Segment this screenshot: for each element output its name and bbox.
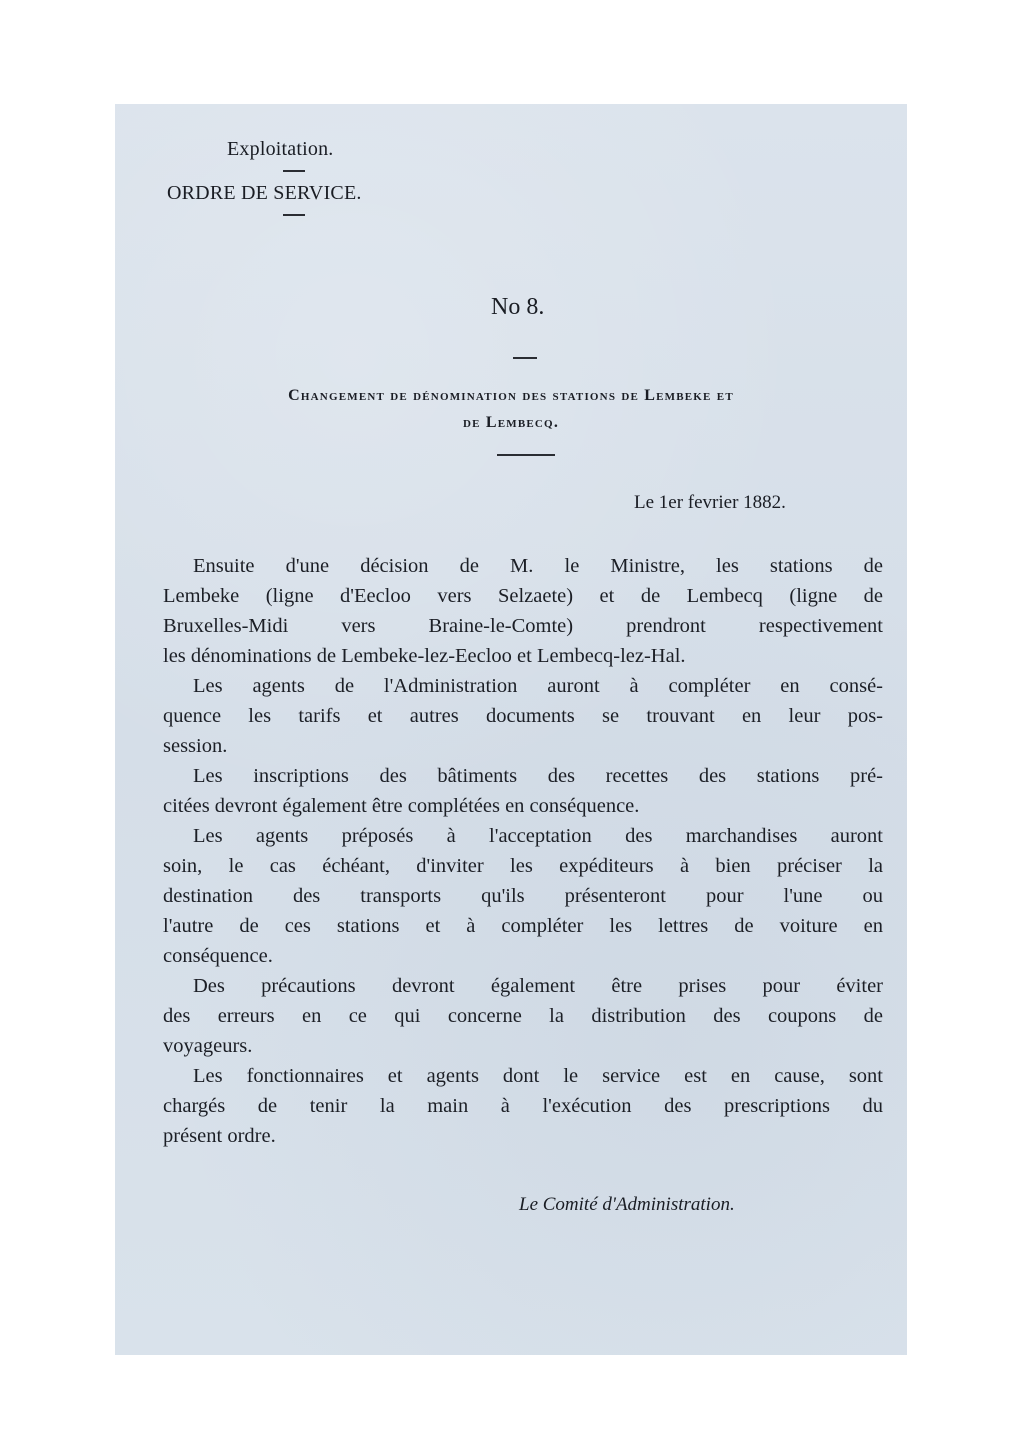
- body-text: [163, 551, 883, 1151]
- body-line: Les inscriptions des bâtiments des recettes des stations pré-: [193, 765, 883, 787]
- body-line: Ensuite d'une décision de M. le Ministre, les stations de: [193, 555, 883, 577]
- body-line: des erreurs en ce qui concerne la distribution des coupons de: [163, 1005, 883, 1027]
- department-heading: Exploitation.: [227, 138, 334, 160]
- body-line: Les fonctionnaires et agents dont le service est en cause, sont: [193, 1065, 883, 1087]
- order-date: Le 1er fevrier 1882.: [634, 492, 786, 513]
- header-dash: [283, 214, 305, 216]
- document-page: [115, 104, 907, 1355]
- signature: Le Comité d'Administration.: [519, 1194, 735, 1215]
- title-rule: [497, 454, 555, 456]
- title-line-2: de Lembecq.: [462, 414, 560, 431]
- body-line: citées devront également être complétées en conséquence.: [163, 795, 640, 817]
- body-line: Les agents préposés à l'acceptation des marchandises auront: [193, 825, 883, 847]
- body-line: destination des transports qu'ils présenteront pour l'une ou: [163, 885, 883, 907]
- order-type-heading: ORDRE DE SERVICE.: [167, 182, 362, 204]
- body-line: Les agents de l'Administration auront à compléter en consé-: [193, 675, 883, 697]
- body-line: Bruxelles-Midi vers Braine-le-Comte) prendront respectivement: [163, 615, 883, 637]
- body-line: conséquence.: [163, 945, 273, 967]
- body-line: présent ordre.: [163, 1125, 276, 1147]
- body-line: Des précautions devront également être prises pour éviter: [193, 975, 883, 997]
- body-line: soin, le cas échéant, d'inviter les expéditeurs à bien préciser la: [163, 855, 883, 877]
- title-line-1: Changement de dénomination des stations de Lembeke et: [288, 387, 734, 404]
- header-dash: [283, 170, 305, 172]
- body-line: Lembeke (ligne d'Eecloo vers Selzaete) et de Lembecq (ligne de: [163, 585, 883, 607]
- body-line: session.: [163, 735, 228, 757]
- body-line: quence les tarifs et autres documents se trouvant en leur pos-: [163, 705, 883, 727]
- body-line: chargés de tenir la main à l'exécution des prescriptions du: [163, 1095, 883, 1117]
- body-line: voyageurs.: [163, 1035, 253, 1057]
- number-dash: [513, 357, 537, 359]
- body-line: l'autre de ces stations et à compléter les lettres de voiture en: [163, 915, 883, 937]
- order-number: No 8.: [491, 294, 545, 320]
- body-line: les dénominations de Lembeke-lez-Eecloo et Lembecq-lez-Hal.: [163, 645, 686, 667]
